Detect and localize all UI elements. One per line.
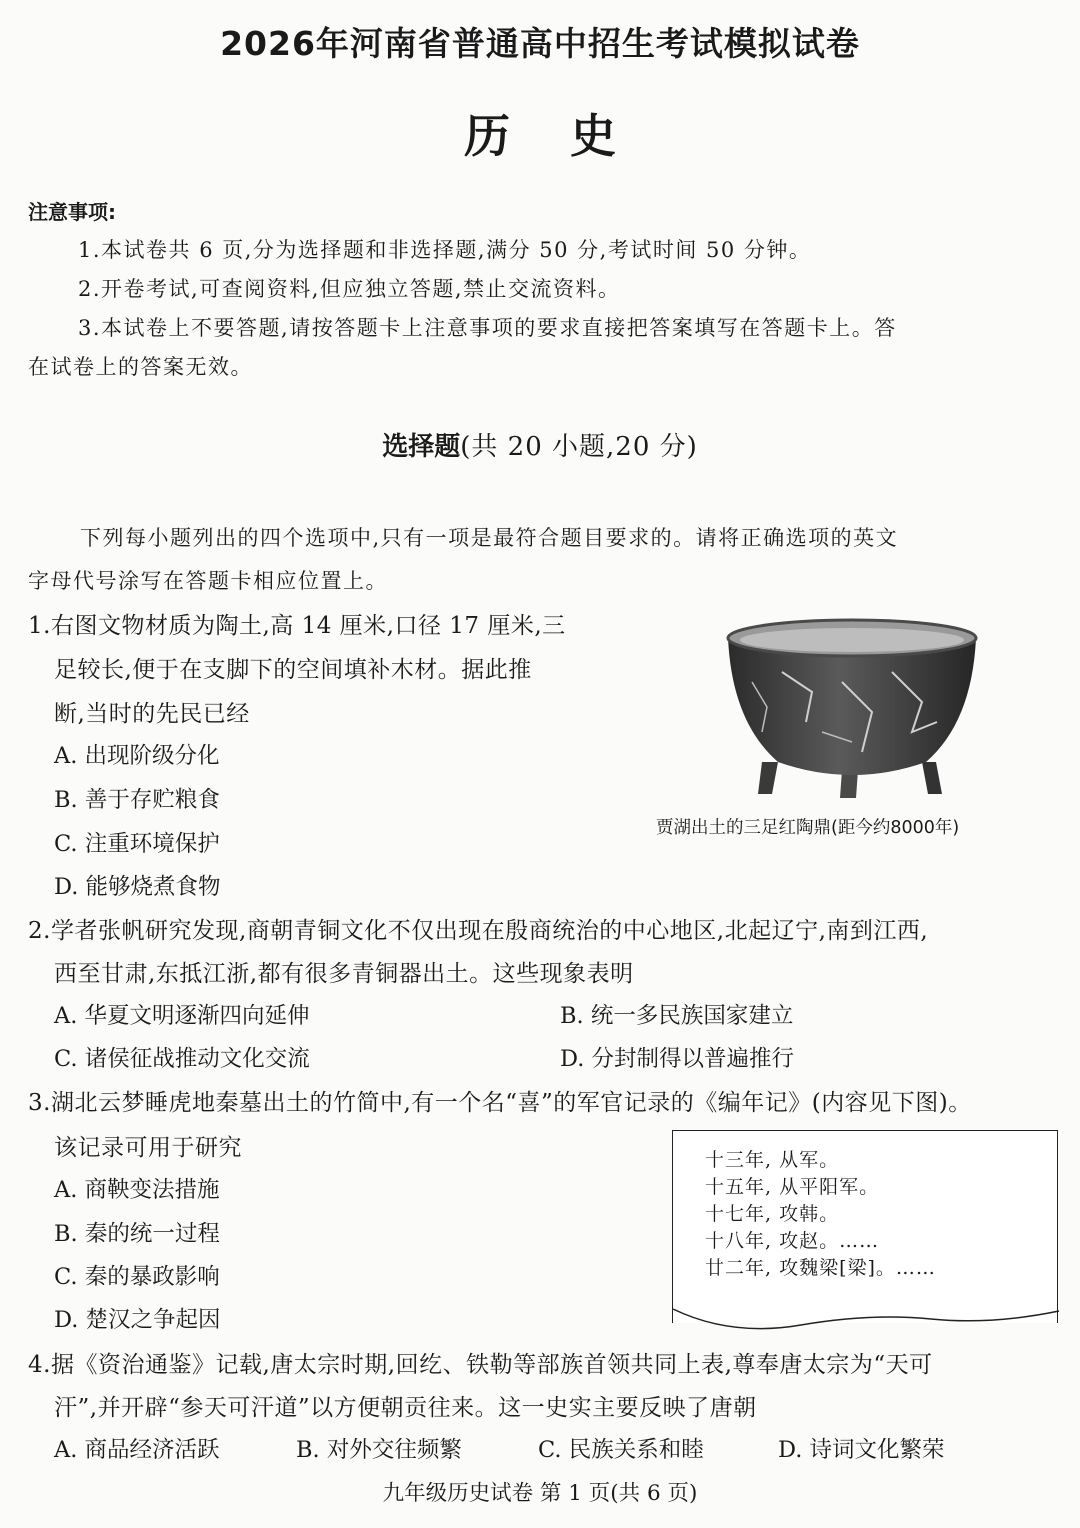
section-instruction: 下列每小题列出的四个选项中,只有一项是最符合题目要求的。请将正确选项的英文: [80, 526, 899, 550]
notice-item-1: 1.本试卷共 6 页,分为选择题和非选择题,满分 50 分,考试时间 50 分钟。: [78, 238, 812, 262]
q1-stem-line2: 足较长,便于在支脚下的空间填补木材。据此推: [54, 657, 532, 683]
q2-option-d: D. 分封制得以普遍推行: [560, 1046, 795, 1072]
notice-item-2: 2.开卷考试,可查阅资料,但应独立答题,禁止交流资料。: [78, 277, 621, 301]
notice-item-3: 3.本试卷上不要答题,请按答题卡上注意事项的要求直接把答案填写在答题卡上。答: [78, 316, 897, 340]
q4-stem-line2: 汗”,并开辟“参天可汗道”以方便朝贡往来。这一史实主要反映了唐朝: [54, 1395, 757, 1421]
record-line-3: 十七年, 攻韩。: [705, 1203, 840, 1225]
q2-option-b: B. 统一多民族国家建立: [560, 1003, 794, 1029]
section-heading-sub: (共 20 小题,20 分): [460, 432, 698, 462]
q2-option-c: C. 诸侯征战推动文化交流: [54, 1046, 310, 1072]
q3-stem-line1: 3.湖北云梦睡虎地秦墓出土的竹简中,有一个名“喜”的军官记录的《编年记》(内容见下图)。: [28, 1090, 972, 1116]
q1-option-a: A. 出现阶级分化: [54, 743, 220, 769]
record-line-4: 十八年, 攻赵。……: [705, 1230, 880, 1252]
q3-option-d: D. 楚汉之争起因: [54, 1307, 221, 1333]
bamboo-record-box: [672, 1130, 1058, 1323]
q3-option-c: C. 秦的暴政影响: [54, 1264, 220, 1290]
q3-option-a: A. 商鞅变法措施: [54, 1177, 220, 1203]
page-footer: 九年级历史试卷 第 1 页(共 6 页): [382, 1481, 698, 1506]
section-instruction-cont: 字母代号涂写在答题卡相应位置上。: [28, 569, 388, 593]
q2-stem-line2: 西至甘肃,东抵江浙,都有很多青铜器出土。这些现象表明: [54, 961, 634, 987]
q1-option-b: B. 善于存贮粮食: [54, 787, 220, 813]
subject-title: 历史: [464, 109, 676, 163]
q1-option-d: D. 能够烧煮食物: [54, 874, 221, 900]
tripod-pottery-image: [722, 612, 982, 798]
q1-option-c: C. 注重环境保护: [54, 831, 220, 857]
q4-option-a: A. 商品经济活跃: [54, 1437, 220, 1463]
q4-option-b: B. 对外交往频繁: [296, 1437, 462, 1463]
exam-title: 2026年河南省普通高中招生考试模拟试卷: [220, 24, 860, 63]
record-line-1: 十三年, 从军。: [705, 1149, 840, 1171]
record-line-5: 廿二年, 攻魏梁[梁]。……: [705, 1257, 936, 1279]
section-heading: [0, 426, 1080, 463]
q3-option-b: B. 秦的统一过程: [54, 1221, 220, 1247]
q4-option-d: D. 诗词文化繁荣: [778, 1437, 945, 1463]
q1-image-caption: 贾湖出土的三足红陶鼎(距今约8000年): [656, 818, 960, 838]
q2-option-a: A. 华夏文明逐渐四向延伸: [54, 1003, 310, 1029]
q4-option-c: C. 民族关系和睦: [538, 1437, 704, 1463]
q2-stem-line1: 2.学者张帆研究发现,商朝青铜文化不仅出现在殷商统治的中心地区,北起辽宁,南到江西,: [28, 918, 929, 944]
record-wavy-border: [671, 1307, 1061, 1337]
q4-stem-line1: 4.据《资治通鉴》记载,唐太宗时期,回纥、铁勒等部族首领共同上表,尊奉唐太宗为“天可: [28, 1352, 933, 1378]
q1-stem-line1: 1.右图文物材质为陶土,高 14 厘米,口径 17 厘米,三: [28, 613, 566, 639]
notice-heading: 注意事项:: [28, 200, 116, 224]
q3-stem-line2: 该记录可用于研究: [54, 1135, 242, 1161]
notice-item-3-cont: 在试卷上的答案无效。: [28, 355, 253, 379]
record-line-2: 十五年, 从平阳军。: [705, 1176, 880, 1198]
q1-stem-line3: 断,当时的先民已经: [54, 701, 250, 727]
section-heading-main: 选择题: [382, 432, 461, 462]
